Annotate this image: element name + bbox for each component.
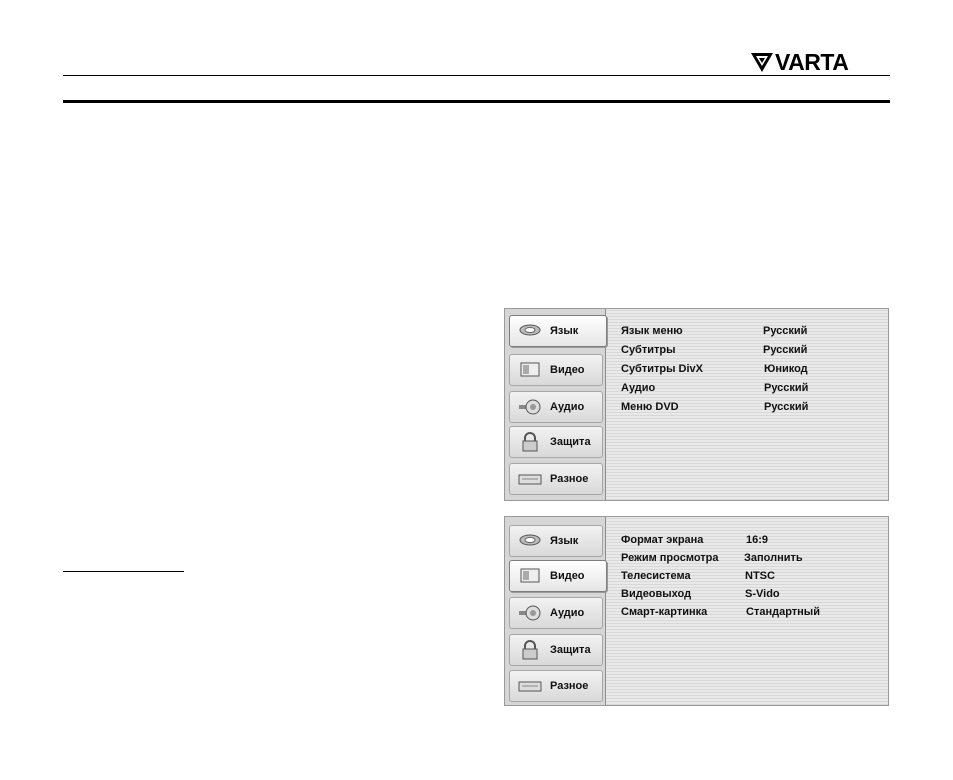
varta-shield-icon [750,51,774,73]
speech-bubble-icon [518,321,542,341]
lock-icon [518,432,542,452]
osd-sidebar [505,517,606,705]
tab-label: Аудио [550,607,585,619]
tab-label: Видео [550,570,585,582]
osd-screen-video [504,516,889,706]
tab-language[interactable] [509,315,607,347]
tab-misc[interactable] [509,670,603,702]
header-rule-thick [63,100,890,103]
keyboard-icon [518,676,542,696]
tab-protection[interactable] [509,426,603,458]
tab-video[interactable] [509,354,603,386]
keyboard-icon [518,469,542,489]
tab-language[interactable] [509,525,603,557]
tab-video[interactable] [509,560,607,592]
tab-label: Видео [550,364,585,376]
monitor-icon [518,360,542,380]
speaker-icon [518,397,542,417]
tab-label: Язык [550,535,579,547]
left-underline [63,571,184,572]
tab-label: Разное [550,680,589,692]
tab-audio[interactable] [509,391,603,423]
tab-label: Аудио [550,401,585,413]
varta-logo [750,50,892,74]
tab-label: Разное [550,473,589,485]
lock-icon [518,640,542,660]
tab-label: Защита [550,644,591,656]
osd-sidebar [505,309,606,500]
tab-audio[interactable] [509,597,603,629]
tab-misc[interactable] [509,463,603,495]
speech-bubble-icon [518,531,542,551]
speaker-icon [518,603,542,623]
osd-screen-language [504,308,889,501]
monitor-icon [518,566,542,586]
tab-label: Язык [550,325,579,337]
osd-settings-list: Язык меню Русский Субтитры Русский Субтитры DivX Юникод Аудио Русский Меню DVD Русский [621,325,809,413]
tab-label: Защита [550,436,591,448]
header-rule-thin [63,75,890,76]
osd-settings-list: Формат экрана 16:9 Режим просмотра Заполнить Телесистема NTSC Видеовыход S-Vido Смарт-картинка Стандартный [621,534,820,618]
tab-protection[interactable] [509,634,603,666]
logo-wordmark: VARTA [775,49,849,75]
